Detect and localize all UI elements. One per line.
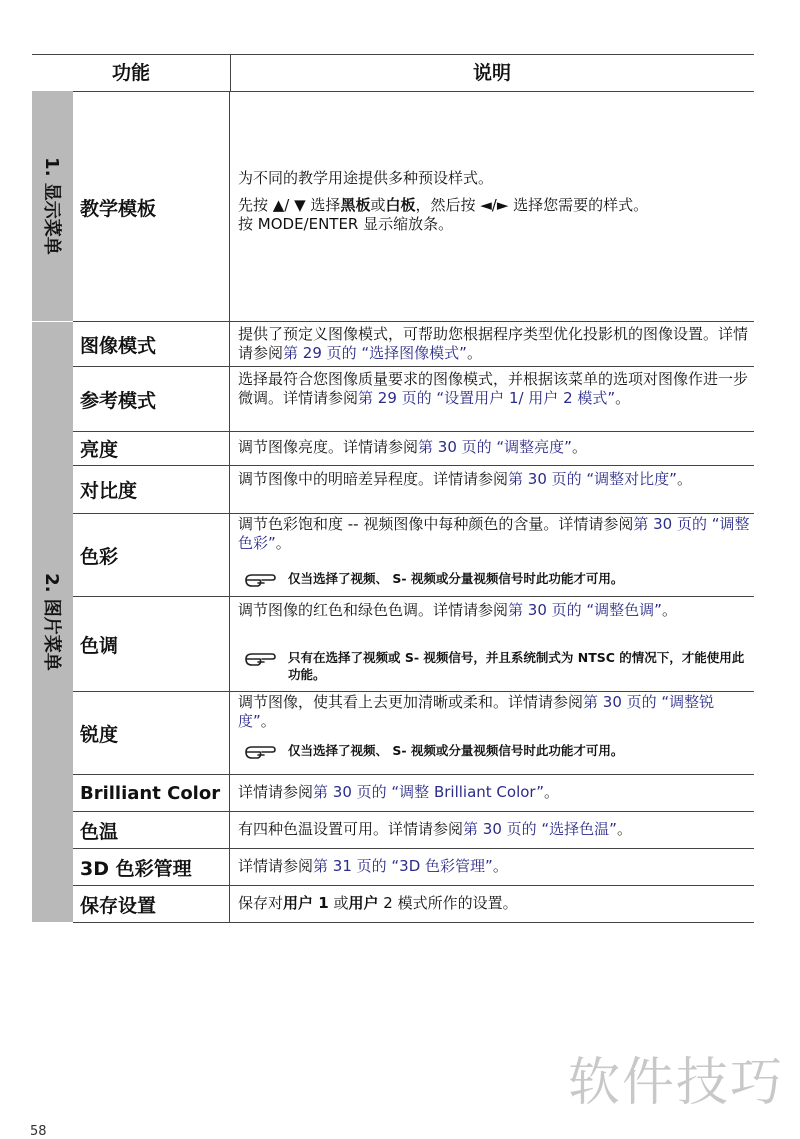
table-row	[73, 692, 754, 775]
function-name: 参考模式	[73, 367, 230, 431]
function-name: 对比度	[73, 466, 230, 513]
bold-term: 用户	[348, 894, 379, 912]
desc-text: 。	[544, 783, 560, 801]
desc-text: 或	[328, 894, 349, 912]
function-description	[238, 169, 750, 234]
page-reference-link[interactable]: 第 30 页的 “调整亮度”	[418, 438, 572, 456]
desc-text: 或	[370, 196, 386, 214]
desc-text: 。	[260, 712, 276, 730]
bold-term: 黑板	[340, 196, 371, 214]
desc-text: 。	[571, 438, 587, 456]
note-text: 只有在选择了视频或 S- 视频信号，并且系统制式为 NTSC 的情况下，才能使用此功能。	[288, 650, 745, 682]
desc-text: 。	[616, 820, 632, 838]
function-name: 3D 色彩管理	[73, 849, 230, 885]
function-description	[238, 470, 750, 489]
note-text: 仅当选择了视频、 S- 视频或分量视频信号时此功能才可用。	[288, 571, 624, 586]
desc-text: 2 模式所作的设置。	[378, 894, 518, 912]
function-description	[238, 693, 750, 731]
page-reference-link[interactable]: 第 30 页的 “调整对比度”	[508, 470, 677, 488]
watermark: 软件技巧	[568, 1053, 785, 1113]
desc-text: 详情请参阅	[238, 857, 314, 875]
table-row	[73, 849, 754, 886]
desc-text: 保存对	[238, 894, 284, 912]
function-name: 图像模式	[73, 322, 230, 366]
section-band-display	[32, 91, 73, 321]
section-band-picture	[32, 322, 73, 922]
page-reference-link[interactable]: 第 30 页的 “调整色彩”	[238, 515, 750, 552]
table-header	[32, 54, 754, 92]
function-description	[238, 783, 750, 802]
note	[238, 742, 750, 759]
function-name: 色调	[73, 597, 230, 691]
note-text: 仅当选择了视频、 S- 视频或分量视频信号时此功能才可用。	[288, 743, 624, 758]
desc-text: 调节图像中的明暗差异程度。详情请参阅	[238, 470, 509, 488]
desc-text: 调节图像，使其看上去更加清晰或柔和。详情请参阅	[238, 693, 584, 711]
desc-text: 。	[615, 389, 631, 407]
desc-text: 。	[492, 857, 508, 875]
function-name: Brilliant Color	[73, 775, 230, 811]
desc-text: 有四种色温设置可用。详情请参阅	[238, 820, 464, 838]
page-reference-link[interactable]: 第 29 页的 “设置用户 1/ 用户 2 模式”	[358, 389, 616, 407]
function-description	[238, 515, 750, 553]
function-description	[238, 438, 750, 457]
function-name: 锐度	[73, 692, 230, 774]
desc-text: 。	[275, 534, 291, 552]
desc-text: 。	[466, 344, 482, 362]
pointing-hand-icon	[244, 649, 278, 669]
page-reference-link[interactable]: 第 30 页的 “选择色温”	[463, 820, 617, 838]
function-name: 保存设置	[73, 886, 230, 922]
function-name: 色彩	[73, 514, 230, 596]
pointing-hand-icon	[244, 570, 278, 590]
desc-text: 。	[676, 470, 692, 488]
desc-line: 按 MODE/ENTER 显示缩放条。	[238, 215, 454, 233]
function-description	[238, 894, 750, 913]
table-row	[73, 775, 754, 812]
page-reference-link[interactable]: 第 30 页的 “调整锐度”	[238, 693, 715, 730]
note	[238, 570, 750, 587]
pointing-hand-icon	[244, 742, 278, 762]
table-row	[73, 886, 754, 923]
desc-text: 。	[661, 601, 677, 619]
table-row	[73, 322, 754, 367]
bold-term: 白板	[385, 196, 416, 214]
desc-text: 调节色彩饱和度 -- 视频图像中每种颜色的含量。详情请参阅	[238, 515, 634, 533]
desc-line: 为不同的教学用途提供多种预设样式。	[238, 169, 494, 187]
desc-text: 选择最符合您图像质量要求的图像模式，并根据该菜单的选项对图像作进一步微调。详情请参阅	[238, 370, 749, 407]
bold-term: 用户 1	[283, 894, 329, 912]
table-row	[73, 466, 754, 514]
table-row	[73, 812, 754, 849]
function-name: 色温	[73, 812, 230, 848]
function-description	[238, 370, 750, 408]
header-description: 说明	[472, 62, 511, 84]
function-name: 亮度	[73, 432, 230, 465]
desc-line	[238, 196, 750, 215]
desc-text: 调节图像亮度。详情请参阅	[238, 438, 419, 456]
desc-text: 先按 ▲/ ▼ 选择	[238, 196, 341, 214]
desc-text: 提供了预定义图像模式，可帮助您根据程序类型优化投影机的图像设置。详情请参阅	[238, 325, 749, 362]
page-number: 58	[30, 1124, 47, 1139]
section-label-display-menu: 1. 显示菜单	[40, 157, 62, 255]
function-name: 教学模板	[73, 91, 230, 321]
function-description	[238, 820, 750, 839]
table-row	[73, 514, 754, 597]
desc-text: 调节图像的红色和绿色色调。详情请参阅	[238, 601, 509, 619]
function-description	[238, 325, 750, 363]
desc-text: 详情请参阅	[238, 783, 314, 801]
desc-text: ，然后按 ◄/► 选择您需要的样式。	[415, 196, 649, 214]
function-description	[238, 601, 750, 620]
section-label-picture-menu: 2. 图片菜单	[40, 573, 62, 671]
header-function: 功能	[32, 55, 231, 91]
page-reference-link[interactable]: 第 29 页的 “选择图像模式”	[283, 344, 467, 362]
table-row	[73, 432, 754, 466]
table-row	[73, 91, 754, 322]
page-reference-link[interactable]: 第 30 页的 “调整色调”	[508, 601, 662, 619]
function-description	[238, 857, 750, 876]
page-reference-link[interactable]: 第 30 页的 “调整 Brilliant Color”	[313, 783, 544, 801]
table-row	[73, 597, 754, 692]
note	[238, 649, 750, 683]
page-reference-link[interactable]: 第 31 页的 “3D 色彩管理”	[313, 857, 493, 875]
table-row	[73, 367, 754, 432]
